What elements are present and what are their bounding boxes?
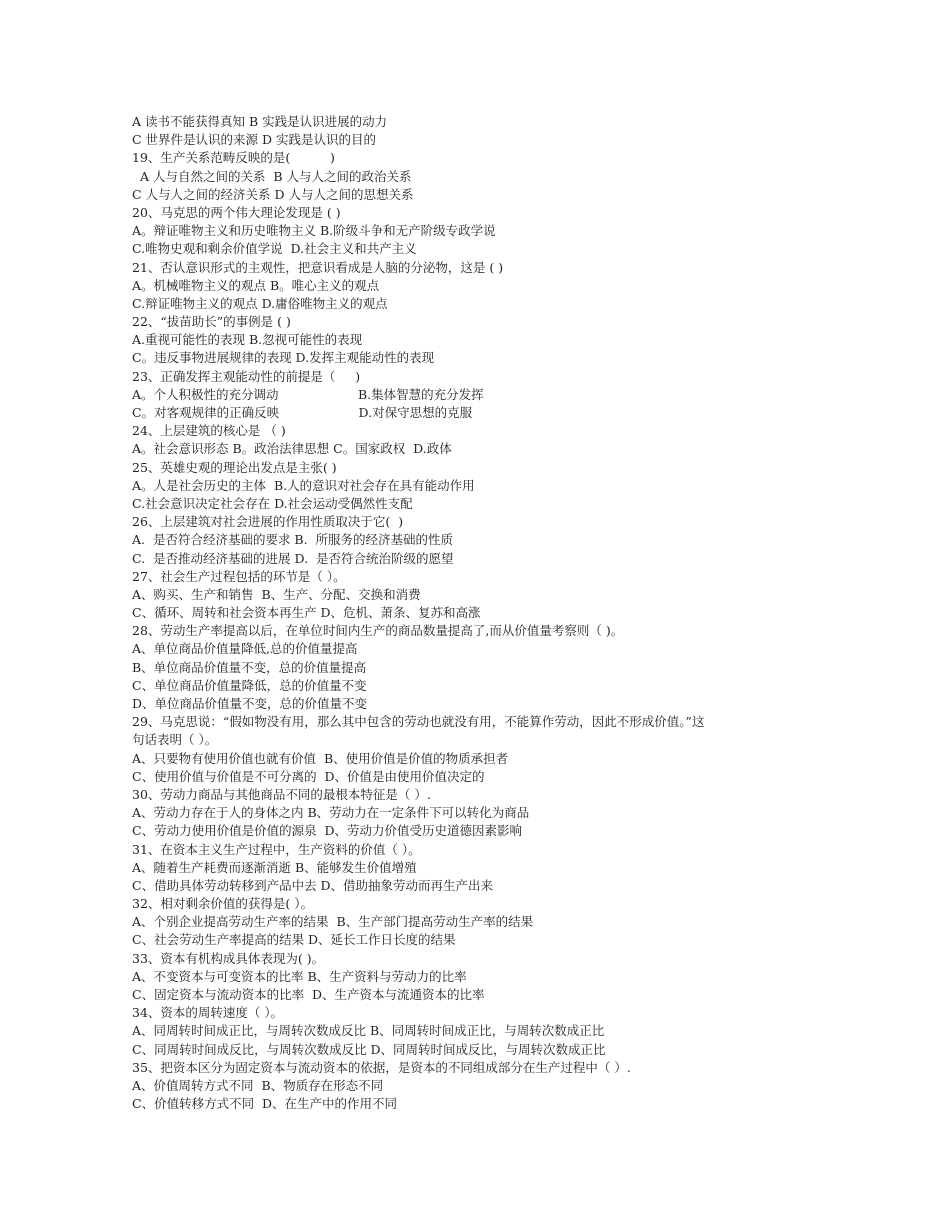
text-line: 26、上层建筑对社会进展的作用性质取决于它( ) <box>132 514 404 530</box>
text-line: 19、生产关系范畴反映的是( ) <box>132 150 335 166</box>
text-line: C.辩证唯物主义的观点 D.庸俗唯物主义的观点 <box>132 295 388 311</box>
text-line: 35、把资本区分为固定资本与流动资本的依据，是资本的不同组成部分在生产过程中（ ）. <box>132 1059 631 1075</box>
text-line: 句话表明（ ）。 <box>132 732 218 748</box>
text-line: C。违反事物进展规律的表现 D.发挥主观能动性的表现 <box>132 350 435 366</box>
text-line: 23、正确发挥主观能动性的前提是（ ) <box>132 368 361 384</box>
text-line: A。机械唯物主义的观点 B。唯心主义的观点 <box>132 277 380 293</box>
text-line: 29、马克思说：“假如物没有用，那么其中包含的劳动也就没有用，不能算作劳动，因此不形成价值。”这 <box>132 714 705 730</box>
text-line: A。个人积极性的充分调动 B.集体智慧的充分发挥 <box>132 386 484 402</box>
text-line: A。辩证唯物主义和历史唯物主义 B.阶级斗争和无产阶级专政学说 <box>132 223 496 239</box>
text-line: 34、资本的周转速度（ ）。 <box>132 1005 284 1021</box>
text-line: C.社会意识决定社会存在 D.社会运动受偶然性支配 <box>132 495 413 511</box>
text-line: A 人与自然之间的关系 B 人与人之间的政治关系 <box>132 168 412 184</box>
text-line: C、借助具体劳动转移到产品中去 D、借助抽象劳动而再生产出来 <box>132 877 494 893</box>
text-line: C、循环、周转和社会资本再生产 D、危机、萧条、复苏和高涨 <box>132 605 481 621</box>
text-line: A、随着生产耗费而逐渐消逝 B、能够发生价值增殖 <box>132 859 417 875</box>
text-line: A、购买、生产和销售 B、生产、分配、交换和消费 <box>132 586 421 602</box>
text-line: C、价值转移方式不同 D、在生产中的作用不同 <box>132 1096 398 1112</box>
text-line: A、同周转时间成正比，与周转次数成反比 B、同周转时间成正比，与周转次数成正比 <box>132 1023 605 1039</box>
text-line: C 世界件是认识的来源 D 实践是认识的目的 <box>132 132 377 148</box>
text-line: C、固定资本与流动资本的比率 D、生产资本与流通资本的比率 <box>132 987 485 1002</box>
text-line: A 读书不能获得真知 B 实践是认识进展的动力 <box>132 114 388 129</box>
text-line: C. 是否推动经济基础的进展 D. 是否符合统治阶级的愿望 <box>132 550 454 566</box>
text-line: C.唯物史观和剩余价值学说 D.社会主义和共产主义 <box>132 241 417 257</box>
text-line: A、劳动力存在于人的身体之内 B、劳动力在一定条件下可以转化为商品 <box>132 805 530 821</box>
text-line: 31、在资本主义生产过程中，生产资料的价值（ ）。 <box>132 841 421 857</box>
text-line: C、劳动力使用价值是价值的源泉 D、劳动力价值受历史道德因素影响 <box>132 823 523 839</box>
text-line: A. 是否符合经济基础的要求 B. 所服务的经济基础的性质 <box>132 532 454 548</box>
text-line: C、社会劳动生产率提高的结果 D、延长工作日长度的结果 <box>132 932 456 948</box>
text-line: A、不变资本与可变资本的比率 B、生产资料与劳动力的比率 <box>132 968 467 984</box>
text-line: A、个别企业提高劳动生产率的结果 B、生产部门提高劳动生产率的结果 <box>132 914 534 930</box>
text-line: 33、资本有机构成具体表现为( )。 <box>132 950 325 966</box>
text-line: 27、社会生产过程包括的环节是（ ）。 <box>132 568 346 584</box>
document-page <box>132 113 812 1113</box>
text-line: 22、“拔苗助长”的事例是 ( ) <box>132 314 291 330</box>
text-line: 24、上层建筑的核心是 （ ) <box>132 423 286 439</box>
text-line: C。对客观规律的正确反映 D.对保守思想的克服 <box>132 405 473 420</box>
text-line: 28、劳动生产率提高以后，在单位时间内生产的商品数量提高了,而从价值量考察则（ )。 <box>132 623 624 639</box>
text-line: A、单位商品价值量降低,总的价值量提高 <box>132 641 358 657</box>
text-line: 32、相对剩余价值的获得是( ）。 <box>132 896 314 912</box>
text-line: A。社会意识形态 B。政治法律思想 C。国家政权 D.政体 <box>132 441 452 457</box>
text-line: 20、马克思的两个伟大理论发现是 ( ) <box>132 204 341 220</box>
text-line: A.重视可能性的表现 B.忽视可能性的表现 <box>132 332 363 348</box>
text-line: C 人与人之间的经济关系 D 人与人之间的思想关系 <box>132 186 414 202</box>
text-line: 30、劳动力商品与其他商品不同的最根本特征是（ ）. <box>132 786 431 802</box>
text-line: 21、否认意识形式的主观性，把意识看成是人脑的分泌物，这是 ( ) <box>132 259 504 275</box>
text-line: C、单位商品价值量降低，总的价值量不变 <box>132 677 367 693</box>
text-line: A。人是社会历史的主体 B.人的意识对社会存在具有能动作用 <box>132 477 475 493</box>
text-line: C、使用价值与价值是不可分离的 D、价值是由使用价值决定的 <box>132 768 485 784</box>
text-line: C、同周转时间成反比，与周转次数成反比 D、同周转时间成反比，与周转次数成正比 <box>132 1041 606 1057</box>
text-line: B、单位商品价值量不变，总的价值量提高 <box>132 659 367 675</box>
text-line: 25、英雄史观的理论出发点是主张( ) <box>132 459 337 475</box>
text-line: A、价值周转方式不同 B、物质存在形态不同 <box>132 1077 384 1093</box>
text-line: A、只要物有使用价值也就有价值 B、使用价值是价值的物质承担者 <box>132 750 509 766</box>
text-line: D、单位商品价值量不变，总的价值量不变 <box>132 696 368 711</box>
